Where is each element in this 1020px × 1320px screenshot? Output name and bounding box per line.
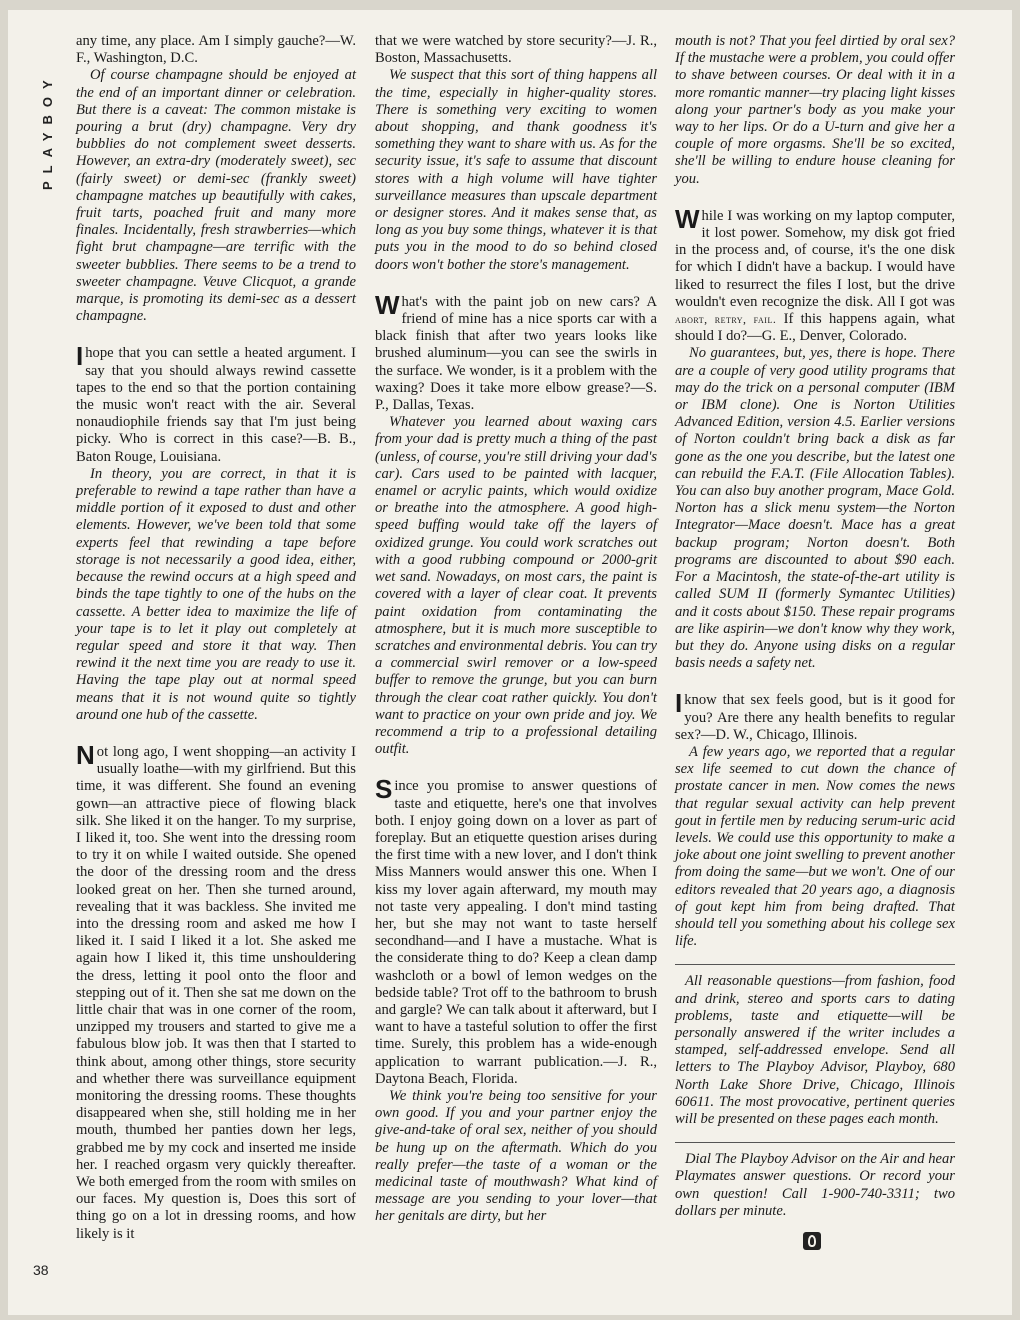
column-3 (675, 33, 955, 1250)
drop-cap: W (375, 289, 400, 320)
column-2 (375, 33, 657, 1226)
error-message: abort, retry, fail. (675, 312, 777, 327)
question-dressing-room (76, 739, 356, 1243)
answer-cassette: In theory, you are correct, in that it is preferable to rewind a tape rather than have a middle portion of it exposed to dust and other elements. However, we've been told that some experts feel that rewinding a tape before storage is not necessarily a good idea, either, because the rewind occurs at a high speed and binds the tape tightly to one of the hubs on the cassette. A better idea to maximize the life of your tape is to let it play out completely at regular speed and store it that way. Then rewind it the next time you are ready to use it. Having the tape play out at normal speed means that it is not wound quite so tightly around one hub of the cassette. (76, 465, 356, 723)
question-text-end: If this happens again, what should I do?—G. E., Denver, Colorado. (675, 311, 955, 345)
phone-note: Dial The Playboy Advisor on the Air and hear Playmates answer questions. Or record your own question! Call 1-900-740-3311; two dollars per minute. (675, 1151, 955, 1219)
question-text: know that sex feels good, but is it good for you? Are there any health benefits to regular sex?—D. W., Chicago, Illinois. (675, 692, 955, 743)
answer-dressing-room: We suspect that this sort of thing happens all the time, especially in higher-quality stores. There is something very exciting to women about shopping, and thank goodness it's something they want to share with us. As for the security issue, it's safe to assume that discount stores with a high volume will have tighter surveillance measures than upscale department or designer stores. And it makes sense that, as long as you buy some things, whatever it is that puts you in the mood to do so behind closed doors won't bother the store's management. (375, 67, 657, 273)
question-tail: any time, any place. Am I simply gauche?—W. F., Washington, D.C. (76, 33, 356, 67)
rabbit-head-icon (803, 1232, 821, 1250)
submission-note: All reasonable questions—from fashion, food and drink, stereo and sports cars to dating problems, taste and etiquette—will be personally answered if the writer includes a stamped, self-addressed envelope. Send all letters to The Playboy Advisor, Playboy, 680 North Lake Shore Drive, Chicago, Illinois 60611. The most provocative, pertinent queries will be presented on these pages each month. (675, 973, 955, 1127)
drop-cap: I (76, 341, 84, 372)
drop-cap: N (76, 739, 95, 770)
page-number: 38 (33, 1262, 49, 1278)
answer-paint: Whatever you learned about waxing cars from your dad is pretty much a thing of the past (unless, of course, you're still driving your dad's car). Cars used to be painted with lacquer, enamel or acrylic paints, which would oxidize or breathe into the atmosphere. A good high-speed buffing would take off the layers of oxidized grunge. You could work scratches out with a good rubbing compound or 2000-grit wet sand. Nowadays, on most cars, the paint is covered with a layer of clear coat. It prevents paint oxidation from contaminating the atmosphere, but it is much more susceptible to scratches and environmental debris. You can try a commercial swirl remover or a low-speed buffer to remove the grunge, but you can burn through the clear coat rather quickly. You don't want to practice on your own pride and joy. We recommend a trip to a professional detailing outfit. (375, 414, 657, 758)
drop-cap: I (675, 688, 683, 719)
answer-disk: No guarantees, but, yes, there is hope. There are a couple of very good utility programs that may do the trick on a personal computer (IBM or IBM clone). One is Norton Utilities Advanced Edition, version 4.5. Earlier versions of Norton couldn't bring back a disk as far gone as the one you describe, but the latest one can rebuild the F.A.T. (File Allocation Tables). You can also buy another program, Mace Gold. Norton has a slick menu system—the Norton Integrator—Mace doesn't. Mace has a great backup program; Norton doesn't. Both programs are discounted to about $90 each. For a Macintosh, the state-of-the-art utility is called SUM II (formerly Symantec Utilities) and it costs about $150. These repair programs are like aspirin—we don't know why they work, but they do. Anyone using disks on a regular basis needs a safety net. (675, 345, 955, 672)
question-text: hope that you can settle a heated argument. I say that you should always rewind cassette tapes to the end so that the portion containing the music won't react with the air. Several nonaudiophile friends say that I'm just being picky. Who is correct in this case?—B. B., Baton Rouge, Louisiana. (76, 345, 356, 465)
question-paint (375, 289, 657, 414)
column-1 (76, 33, 356, 1243)
divider (675, 964, 955, 965)
question-text: hat's with the paint job on new cars? A friend of mine has a nice sports car with a black finish that after two years looks like brushed aluminum—you can see the swirls in the surface. We wonder, is it a problem with the waxing? Does it take more elbow grease?—S. P., Dallas, Texas. (375, 293, 657, 414)
question-text: hile I was working on my laptop computer, it lost power. Somehow, my disk got fried in the process and, of course, it's the one disk for which I didn't have a backup. I would have liked to resurrect the files I lost, but the drive wouldn't even recognize the disk. All I got was (675, 207, 955, 310)
question-text: ince you promise to answer questions of taste and etiquette, here's one that involves both. I enjoy going down on a lover as part of foreplay. But an etiquette question arises during the first time with a new lover, and I don't think Miss Manners would answer this one. When I kiss my lover again afterward, my mouth may not taste very appealing. I don't mind tasting her, but she may not want to taste herself secondhand—and I have a mustache. What is the considerate thing to do? Keep a clean damp washcloth or a bowl of lemon wedges on the bedside table? Trot off to the bathroom to brush and gargle? We can talk about it afterward, but I want to have a tasteful solution to offer the first time. Surely, this problem has a wide-enough application to warrant publication.—J. R., Daytona Beach, Florida. (375, 778, 657, 1087)
question-tail: that we were watched by store security?—J. R., Boston, Massachusetts. (375, 33, 657, 67)
running-head: PLAYBOY (40, 72, 55, 190)
question-etiquette (375, 774, 657, 1088)
answer-health: A few years ago, we reported that a regular sex life seemed to cut down the chance of prostate cancer in men. Now comes the news that regular sexual activity can help prevent gout in fertile men by reducing serum-uric acid levels. We could use this opportunity to make a joke about one joint swelling to prevent another from doing the same—but we won't. One of our editors revealed that 20 years ago, a diagnosis of gout kept him from being drafted. That should tell you something about his college sex life. (675, 743, 955, 950)
answer-etiquette: We think you're being too sensitive for your own good. If you and your partner enjoy the give-and-take of oral sex, neither of you should be hung up on the aftermath. Which do you really prefer—the taste of a woman or the medicinal taste of mouthwash? What kind of message are you sending to your lover—that her genitals are dirty, but her (375, 1087, 657, 1225)
drop-cap: W (675, 203, 700, 234)
question-health (675, 688, 955, 744)
question-cassette (76, 341, 356, 465)
question-disk (675, 203, 955, 346)
answer-etiquette-tail: mouth is not? That you feel dirtied by oral sex? If the mustache were a problem, you could offer to shave between courses. Or deal with it in a more romantic manner—try placing light kisses along your partner's body as you make your way to her lips. Or do a U-turn and give her a couple of more orgasms. She'll be so excited, she'll be willing to endure house cleaning for you. (675, 33, 955, 187)
drop-cap: S (375, 774, 393, 805)
answer-champagne: Of course champagne should be enjoyed at the end of an important dinner or celebration. But there is a caveat: The common mistake is pouring a brut (dry) champagne. Very dry bubblies do not complement sweet desserts. However, an extra-dry (moderately sweet), sec (fairly sweet) or demi-sec (frankly sweet) champagne matches up beautifully with cakes, fruit tarts, poached fruit and many more finales. Incidentally, fresh strawberries—which fight brut champagne—are terrific with the sweeter bubblies. There seems to be a trend to sweeter champagne. Veuve Clicquot, a grande marque, is promoting its demi-sec as a dessert champagne. (76, 67, 356, 325)
question-text: ot long ago, I went shopping—an activity I usually loathe—with my girlfriend. But this time, it was different. She found an evening gown—an attractive piece of flowing black silk. She liked it on the hanger. To my surprise, I liked it, too. She went into the dressing room to try it on while I waited outside. She opened the door of the dressing room and the dress looked great on her. Then she turned around, revealing that it was backless. She invited me into the dressing room and asked me how I liked it. I said I liked it a lot. She asked me again how I liked it, this time unshouldering the dress, letting it pool onto the floor and stepping out of it. Then she sat me down on the little chair that was in one corner of the room, unzipped my trousers and started to give me a fabulous blow job. It was then that I started to think about, among other things, store security and whether there was surveillance equipment monitoring the dressing rooms. These thoughts disappeared when she, still holding me in her mouth, thumbed her panties down her legs, grabbed me by my cock and inserted me inside her. I reached orgasm very quickly thereafter. We both emerged from the room with smiles on our faces. My question is, Does this sort of thing go on a lot in dressing rooms, and how likely is it (76, 743, 356, 1242)
divider (675, 1142, 955, 1143)
